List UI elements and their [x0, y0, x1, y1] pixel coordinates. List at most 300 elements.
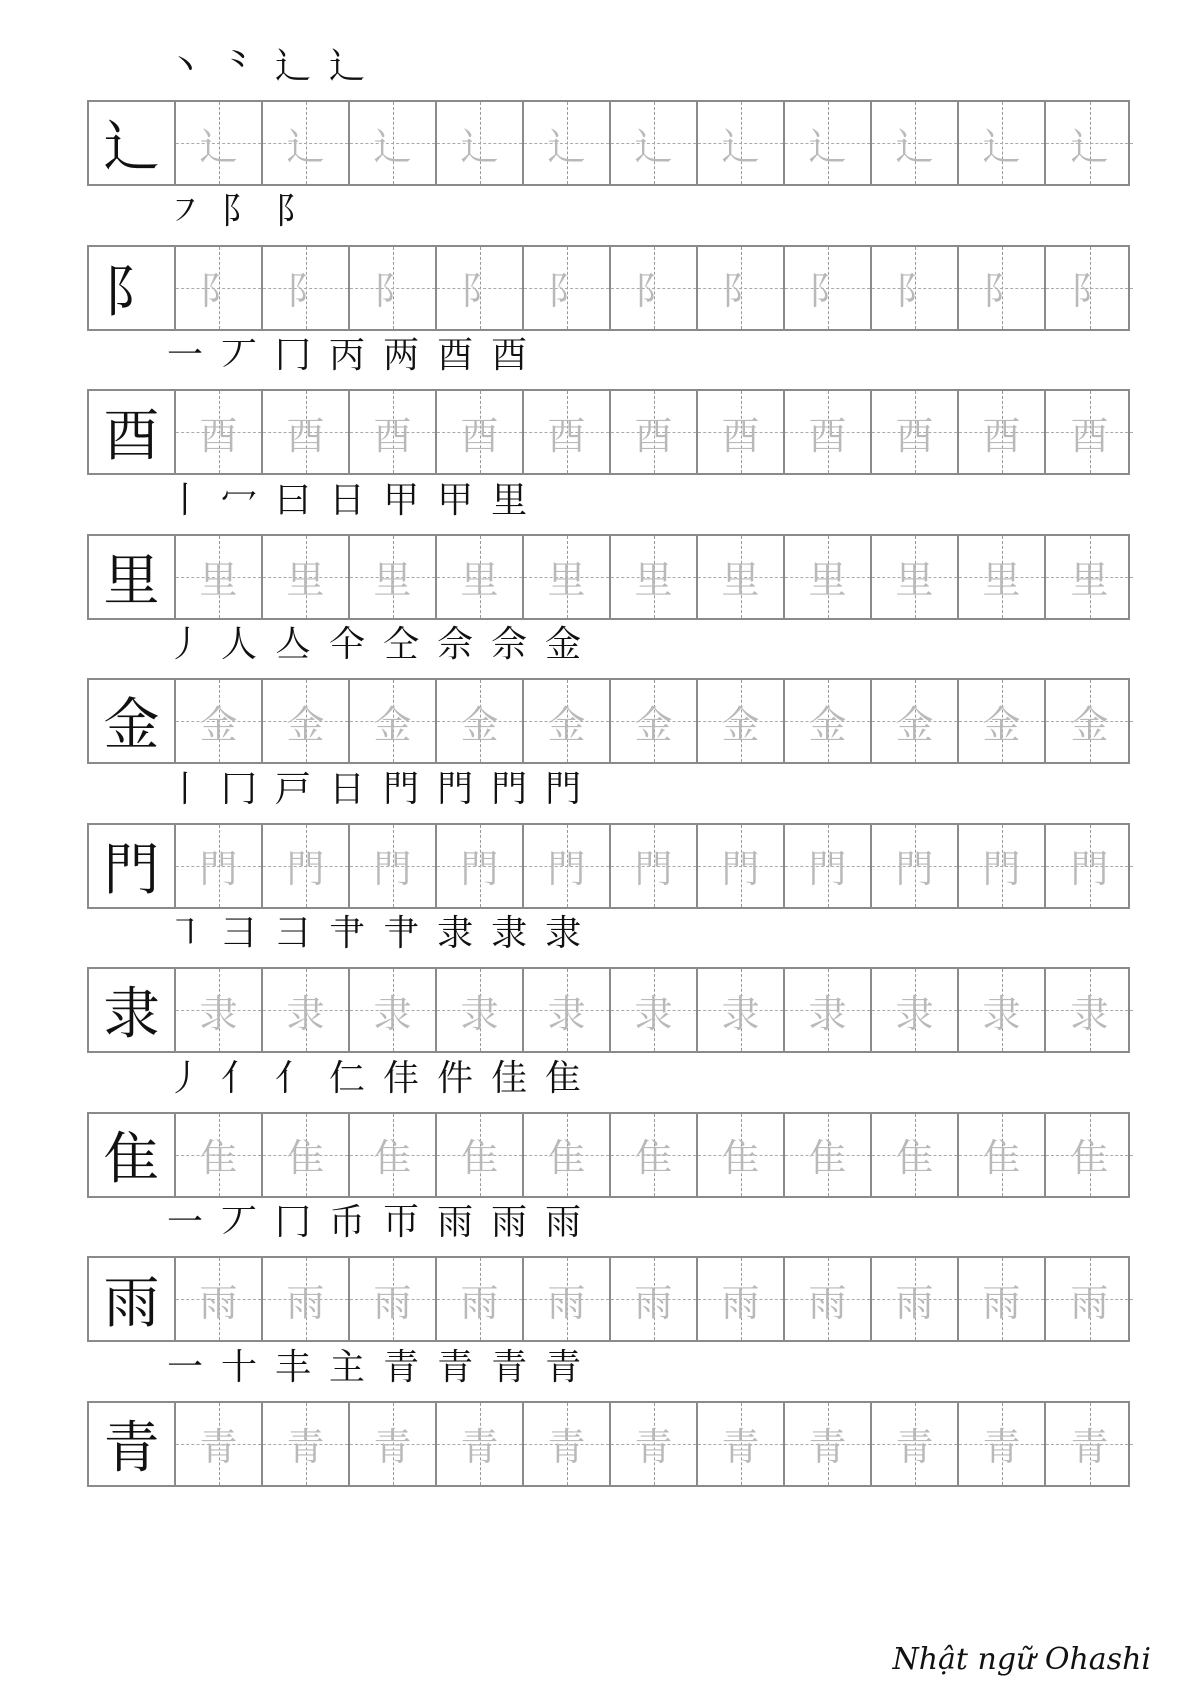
trace-cell[interactable]: [176, 1258, 263, 1340]
trace-character: 辶: [460, 124, 499, 169]
trace-character: 辶: [982, 124, 1021, 169]
trace-character: 酉: [460, 413, 499, 458]
trace-cell[interactable]: [176, 680, 263, 762]
trace-cell[interactable]: [785, 536, 872, 618]
stroke-step: 丆: [221, 1202, 264, 1243]
trace-cell[interactable]: [1046, 1258, 1133, 1340]
trace-cell[interactable]: [611, 102, 698, 184]
stroke-step: 冂: [275, 335, 318, 376]
trace-cell[interactable]: [350, 391, 437, 473]
trace-cell[interactable]: [1046, 1403, 1133, 1485]
stroke-step: 丰: [275, 1346, 318, 1388]
trace-cell[interactable]: [872, 680, 959, 762]
trace-character: 門: [982, 847, 1021, 891]
stroke-step: 曰: [275, 479, 318, 521]
stroke-step: 佘: [491, 624, 534, 665]
trace-cell[interactable]: [263, 1114, 350, 1196]
trace-cell[interactable]: [611, 680, 698, 762]
trace-character: 辶: [634, 124, 673, 169]
trace-character: 門: [634, 847, 673, 891]
trace-character: 門: [895, 847, 934, 891]
stroke-step: 青: [491, 1346, 534, 1388]
trace-cell[interactable]: [1046, 969, 1133, 1051]
stroke-step: 酉: [491, 335, 534, 376]
model-character-cell: [89, 102, 176, 184]
model-character: 青: [103, 1415, 160, 1481]
stroke-order: [167, 1343, 599, 1393]
trace-cell[interactable]: [1046, 102, 1133, 184]
trace-cell[interactable]: [872, 1258, 959, 1340]
trace-cell[interactable]: [959, 1258, 1046, 1340]
stroke-step: 币: [329, 1202, 372, 1243]
trace-character: 隹: [547, 1136, 586, 1180]
stroke-step: 阝: [275, 190, 318, 232]
trace-character: 隹: [808, 1136, 847, 1180]
trace-cell[interactable]: [1046, 825, 1133, 907]
trace-character: 隶: [721, 991, 760, 1036]
stroke-step: 門: [545, 768, 588, 810]
trace-character: 青: [808, 1425, 847, 1469]
trace-character: 雨: [286, 1280, 325, 1325]
trace-cell[interactable]: [437, 680, 524, 762]
trace-cell[interactable]: [698, 391, 785, 473]
practice-grid: [87, 534, 1130, 620]
trace-character: 里: [808, 558, 847, 602]
trace-cell[interactable]: [176, 969, 263, 1051]
trace-character: 隶: [460, 991, 499, 1036]
trace-character: 隶: [895, 991, 934, 1036]
trace-cell[interactable]: [1046, 536, 1133, 618]
trace-cell[interactable]: [611, 1403, 698, 1485]
trace-cell[interactable]: [698, 102, 785, 184]
trace-character: 金: [634, 702, 673, 747]
trace-cell[interactable]: [263, 391, 350, 473]
trace-character: 雨: [808, 1280, 847, 1325]
trace-cell[interactable]: [611, 391, 698, 473]
trace-cell[interactable]: [524, 1258, 611, 1340]
trace-character: 金: [721, 702, 760, 747]
trace-cell[interactable]: [872, 391, 959, 473]
trace-cell[interactable]: [263, 1258, 350, 1340]
model-character-cell: [89, 536, 176, 618]
trace-cell[interactable]: [872, 1403, 959, 1485]
trace-cell[interactable]: [698, 536, 785, 618]
trace-character: 門: [808, 847, 847, 891]
stroke-step: 十: [221, 1346, 264, 1388]
trace-character: 阝: [982, 269, 1021, 313]
stroke-step: 丙: [329, 335, 372, 376]
trace-character: 酉: [286, 413, 325, 458]
stroke-step: ㇇: [167, 190, 210, 232]
trace-cell[interactable]: [785, 1114, 872, 1196]
stroke-step: 彐: [275, 913, 318, 954]
stroke-step: 青: [383, 1346, 426, 1388]
model-character: 酉: [103, 404, 160, 469]
trace-cell[interactable]: [959, 969, 1046, 1051]
practice-grid: [87, 678, 1130, 764]
stroke-step: 一: [167, 335, 210, 376]
trace-character: 金: [373, 702, 412, 747]
trace-character: 青: [373, 1425, 412, 1469]
trace-character: 隹: [634, 1136, 673, 1180]
trace-cell[interactable]: [872, 825, 959, 907]
trace-cell[interactable]: [263, 102, 350, 184]
practice-grid: [87, 1256, 1130, 1342]
trace-cell[interactable]: [785, 391, 872, 473]
trace-character: 隹: [721, 1136, 760, 1180]
practice-grid: [87, 967, 1130, 1053]
trace-cell[interactable]: [611, 536, 698, 618]
stroke-step: 日: [329, 479, 372, 521]
trace-cell[interactable]: [524, 247, 611, 329]
stroke-step: 隹: [545, 1057, 588, 1099]
trace-cell[interactable]: [176, 1114, 263, 1196]
trace-character: 辶: [199, 124, 238, 169]
trace-cell[interactable]: [785, 825, 872, 907]
model-character: 金: [103, 693, 160, 758]
stroke-order: [167, 42, 383, 92]
trace-character: 阝: [721, 269, 760, 313]
trace-cell[interactable]: [350, 536, 437, 618]
trace-character: 酉: [634, 413, 673, 458]
trace-cell[interactable]: [524, 102, 611, 184]
stroke-order: [167, 1054, 599, 1104]
trace-cell[interactable]: [959, 1114, 1046, 1196]
trace-character: 阝: [634, 269, 673, 313]
model-character: 阝: [103, 259, 160, 325]
stroke-step: ⺀: [221, 46, 264, 87]
trace-character: 隹: [895, 1136, 934, 1180]
trace-cell[interactable]: [785, 969, 872, 1051]
trace-cell[interactable]: [176, 1403, 263, 1485]
trace-cell[interactable]: [437, 1258, 524, 1340]
stroke-step: 肀: [383, 913, 426, 954]
model-character: 里: [103, 548, 160, 614]
trace-cell[interactable]: [785, 102, 872, 184]
trace-character: 門: [721, 847, 760, 891]
stroke-order: [167, 909, 599, 959]
stroke-step: 冂: [275, 1202, 318, 1243]
trace-cell[interactable]: [872, 969, 959, 1051]
trace-cell[interactable]: [872, 102, 959, 184]
trace-cell[interactable]: [263, 680, 350, 762]
trace-cell[interactable]: [698, 1258, 785, 1340]
trace-cell[interactable]: [698, 247, 785, 329]
trace-cell[interactable]: [785, 1403, 872, 1485]
trace-cell[interactable]: [1046, 391, 1133, 473]
practice-grid: [87, 100, 1130, 186]
trace-character: 青: [634, 1425, 673, 1469]
stroke-step: 两: [383, 335, 426, 376]
stroke-step: 冂: [221, 768, 264, 810]
trace-character: 青: [982, 1425, 1021, 1469]
stroke-step: 丿: [167, 624, 210, 665]
stroke-step: 一: [167, 1202, 210, 1243]
stroke-step: 亻: [275, 1057, 318, 1099]
trace-cell[interactable]: [959, 680, 1046, 762]
trace-character: 辶: [808, 124, 847, 169]
trace-cell[interactable]: [611, 825, 698, 907]
trace-cell[interactable]: [524, 1403, 611, 1485]
trace-character: 隶: [982, 991, 1021, 1036]
stroke-step: 酉: [437, 335, 480, 376]
trace-character: 雨: [373, 1280, 412, 1325]
trace-cell[interactable]: [524, 969, 611, 1051]
trace-character: 青: [460, 1425, 499, 1469]
trace-character: 酉: [982, 413, 1021, 458]
stroke-step: 雨: [437, 1202, 480, 1243]
trace-cell[interactable]: [872, 536, 959, 618]
trace-cell[interactable]: [785, 680, 872, 762]
trace-cell[interactable]: [1046, 680, 1133, 762]
trace-character: 辶: [895, 124, 934, 169]
model-character-cell: [89, 1114, 176, 1196]
trace-character: 金: [808, 702, 847, 747]
stroke-step: 仁: [329, 1057, 372, 1099]
trace-cell[interactable]: [959, 825, 1046, 907]
trace-character: 里: [199, 558, 238, 602]
stroke-step: 甲: [383, 479, 426, 521]
trace-cell[interactable]: [698, 969, 785, 1051]
trace-cell[interactable]: [524, 680, 611, 762]
stroke-step: 里: [491, 479, 534, 521]
trace-character: 青: [721, 1425, 760, 1469]
trace-character: 阝: [895, 269, 934, 313]
trace-character: 金: [895, 702, 934, 747]
trace-character: 里: [721, 558, 760, 602]
trace-character: 阝: [373, 269, 412, 313]
stroke-step: ⻖: [221, 190, 264, 232]
trace-character: 酉: [199, 413, 238, 458]
trace-character: 里: [895, 558, 934, 602]
trace-character: 青: [895, 1425, 934, 1469]
stroke-step: 青: [545, 1346, 588, 1388]
stroke-step: 彐: [221, 913, 264, 954]
stroke-step: 青: [437, 1346, 480, 1388]
stroke-order: [167, 765, 599, 815]
stroke-step: 肀: [329, 913, 372, 954]
trace-cell[interactable]: [872, 247, 959, 329]
trace-cell[interactable]: [350, 247, 437, 329]
stroke-step: 人: [221, 624, 264, 665]
trace-character: 金: [547, 702, 586, 747]
trace-character: 里: [373, 558, 412, 602]
model-character: 隶: [103, 982, 160, 1047]
trace-cell[interactable]: [611, 1114, 698, 1196]
trace-character: 門: [373, 847, 412, 891]
trace-character: 雨: [547, 1280, 586, 1325]
trace-cell[interactable]: [437, 102, 524, 184]
stroke-order: [167, 620, 599, 670]
trace-character: 隶: [547, 991, 586, 1036]
trace-cell[interactable]: [350, 1258, 437, 1340]
trace-character: 金: [199, 702, 238, 747]
trace-cell[interactable]: [176, 825, 263, 907]
trace-character: 雨: [1070, 1280, 1109, 1325]
stroke-step: 一: [167, 1346, 210, 1388]
trace-cell[interactable]: [437, 825, 524, 907]
trace-cell[interactable]: [611, 247, 698, 329]
trace-cell[interactable]: [1046, 247, 1133, 329]
model-character-cell: [89, 1258, 176, 1340]
trace-cell[interactable]: [263, 825, 350, 907]
trace-cell[interactable]: [872, 1114, 959, 1196]
trace-character: 隶: [808, 991, 847, 1036]
trace-character: 金: [460, 702, 499, 747]
trace-cell[interactable]: [437, 1114, 524, 1196]
trace-character: 里: [982, 558, 1021, 602]
stroke-order: [167, 331, 545, 381]
trace-cell[interactable]: [176, 102, 263, 184]
model-character: 雨: [103, 1271, 160, 1336]
trace-cell[interactable]: [1046, 1114, 1133, 1196]
trace-cell[interactable]: [698, 1403, 785, 1485]
trace-character: 阝: [1070, 269, 1109, 313]
trace-cell[interactable]: [263, 247, 350, 329]
model-character-cell: [89, 1403, 176, 1485]
trace-cell[interactable]: [350, 1114, 437, 1196]
trace-character: 阝: [460, 269, 499, 313]
trace-character: 雨: [721, 1280, 760, 1325]
practice-grid: [87, 389, 1130, 475]
trace-character: 阝: [286, 269, 325, 313]
model-character: 隹: [103, 1126, 160, 1192]
trace-character: 青: [286, 1425, 325, 1469]
trace-cell[interactable]: [959, 391, 1046, 473]
trace-cell[interactable]: [350, 1403, 437, 1485]
trace-character: 青: [1070, 1425, 1109, 1469]
trace-cell[interactable]: [263, 1403, 350, 1485]
trace-cell[interactable]: [176, 391, 263, 473]
trace-cell[interactable]: [959, 1403, 1046, 1485]
stroke-step: 佳: [491, 1057, 534, 1099]
trace-cell[interactable]: [785, 247, 872, 329]
model-character-cell: [89, 391, 176, 473]
trace-character: 青: [199, 1425, 238, 1469]
stroke-step: 隶: [545, 913, 588, 954]
trace-cell[interactable]: [698, 680, 785, 762]
trace-cell[interactable]: [959, 536, 1046, 618]
trace-character: 酉: [895, 413, 934, 458]
stroke-step: 金: [545, 624, 588, 665]
practice-grid: [87, 823, 1130, 909]
trace-cell[interactable]: [350, 969, 437, 1051]
trace-cell[interactable]: [524, 1114, 611, 1196]
stroke-step: ⻌: [275, 46, 318, 87]
trace-cell[interactable]: [350, 680, 437, 762]
trace-cell[interactable]: [698, 1114, 785, 1196]
trace-character: 雨: [634, 1280, 673, 1325]
trace-character: 辶: [373, 124, 412, 169]
trace-character: 隹: [286, 1136, 325, 1180]
trace-character: 金: [286, 702, 325, 747]
stroke-step: 佘: [437, 624, 480, 665]
trace-cell[interactable]: [611, 1258, 698, 1340]
trace-character: 辶: [286, 124, 325, 169]
trace-character: 里: [1070, 558, 1109, 602]
stroke-step: 門: [491, 768, 534, 810]
stroke-order: [167, 187, 329, 237]
trace-cell[interactable]: [263, 969, 350, 1051]
stroke-step: 戸: [275, 768, 318, 810]
trace-character: 門: [286, 847, 325, 891]
stroke-order: [167, 476, 545, 526]
model-character-cell: [89, 247, 176, 329]
trace-character: 辶: [1070, 124, 1109, 169]
practice-grid: [87, 1112, 1130, 1198]
stroke-step: 辶: [329, 46, 372, 87]
trace-character: 酉: [1070, 413, 1109, 458]
trace-cell[interactable]: [437, 391, 524, 473]
stroke-step: 帀: [383, 1202, 426, 1243]
trace-cell[interactable]: [437, 1403, 524, 1485]
practice-grid: [87, 1401, 1130, 1487]
stroke-step: 隶: [437, 913, 480, 954]
trace-cell[interactable]: [785, 1258, 872, 1340]
trace-cell[interactable]: [524, 536, 611, 618]
stroke-step: 雨: [545, 1202, 588, 1243]
trace-cell[interactable]: [524, 825, 611, 907]
trace-character: 隹: [373, 1136, 412, 1180]
stroke-step: 甲: [437, 479, 480, 521]
trace-character: 門: [460, 847, 499, 891]
stroke-step: 亻: [221, 1057, 264, 1099]
brand-label: Nhật ngữ Ohashi: [892, 1642, 1151, 1677]
stroke-step: 冖: [221, 479, 264, 521]
trace-cell[interactable]: [611, 969, 698, 1051]
trace-character: 阝: [547, 269, 586, 313]
trace-cell[interactable]: [959, 247, 1046, 329]
trace-character: 雨: [982, 1280, 1021, 1325]
model-character-cell: [89, 969, 176, 1051]
trace-character: 門: [547, 847, 586, 891]
stroke-step: 件: [437, 1057, 480, 1099]
trace-cell[interactable]: [524, 391, 611, 473]
trace-character: 阝: [808, 269, 847, 313]
trace-cell[interactable]: [176, 536, 263, 618]
stroke-step: 仝: [383, 624, 426, 665]
stroke-step: 丿: [167, 1057, 210, 1099]
trace-character: 里: [547, 558, 586, 602]
stroke-step: 丨: [167, 768, 210, 810]
trace-character: 阝: [199, 269, 238, 313]
trace-character: 雨: [199, 1280, 238, 1325]
practice-grid: [87, 245, 1130, 331]
trace-cell[interactable]: [959, 102, 1046, 184]
trace-cell[interactable]: [698, 825, 785, 907]
trace-cell[interactable]: [263, 536, 350, 618]
trace-character: 隹: [199, 1136, 238, 1180]
trace-character: 金: [1070, 702, 1109, 747]
trace-cell[interactable]: [350, 825, 437, 907]
trace-character: 隹: [1070, 1136, 1109, 1180]
trace-character: 里: [634, 558, 673, 602]
trace-cell[interactable]: [437, 247, 524, 329]
trace-character: 隶: [373, 991, 412, 1036]
stroke-step: 丨: [167, 479, 210, 521]
trace-character: 隹: [460, 1136, 499, 1180]
trace-character: 酉: [547, 413, 586, 458]
trace-cell[interactable]: [437, 536, 524, 618]
stroke-step: 丶: [167, 46, 210, 87]
stroke-order: [167, 1198, 599, 1248]
trace-cell[interactable]: [437, 969, 524, 1051]
trace-character: 酉: [721, 413, 760, 458]
trace-cell[interactable]: [176, 247, 263, 329]
trace-cell[interactable]: [350, 102, 437, 184]
trace-character: 酉: [808, 413, 847, 458]
stroke-step: 門: [383, 768, 426, 810]
